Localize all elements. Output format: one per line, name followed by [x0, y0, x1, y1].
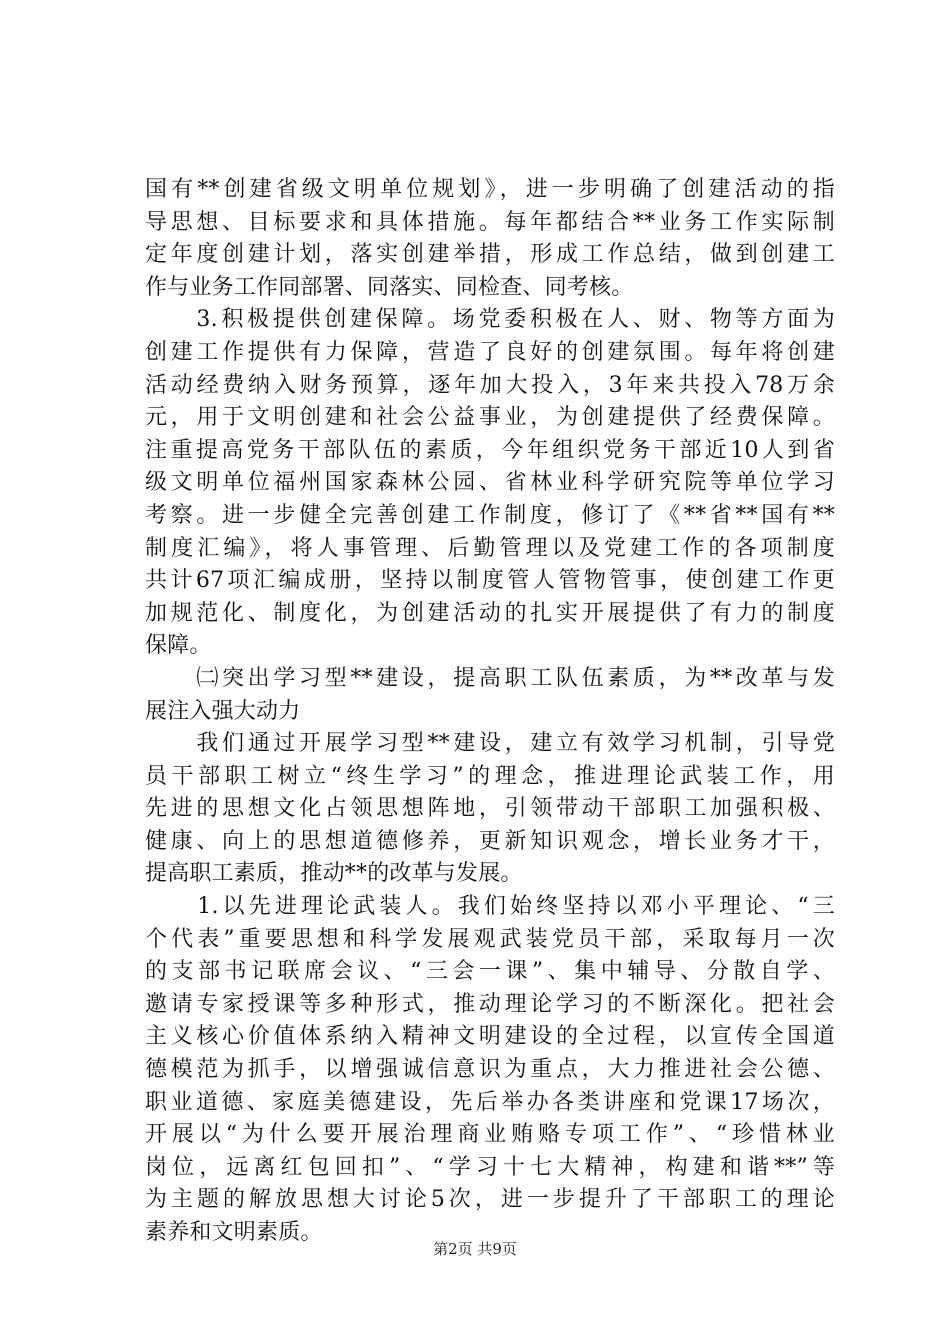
text-line: 保障。 — [145, 633, 212, 659]
text-line: 健康、向上的思想道德修养，更新知识观念，增长业务才干， — [145, 828, 835, 854]
text-line: 定年度创建计划，落实创建举措，形成工作总结，做到创建工 — [145, 242, 835, 268]
text-line: ㈡突出学习型**建设，提高职工队伍素质，为**改革与发 — [145, 665, 835, 691]
text-line: 开展以“为什么要开展治理商业贿赂专项工作”、“珍惜林业 — [145, 1122, 835, 1148]
text-line: 员干部职工树立“终生学习”的理念，推进理论武装工作，用 — [145, 763, 835, 789]
text-line: 制度汇编》，将人事管理、后勤管理以及党建工作的各项制度 — [145, 535, 835, 561]
text-line: 加规范化、制度化，为创建活动的扎实开展提供了有力的制度 — [145, 600, 835, 626]
text-line: 活动经费纳入财务预算，逐年加大投入，3年来共投入78万余 — [145, 372, 835, 398]
text-line: 为主题的解放思想大讨论5次，进一步提升了干部职工的理论 — [145, 1187, 835, 1213]
text-line: 导思想、目标要求和具体措施。每年都结合**业务工作实际制 — [145, 209, 835, 235]
text-line: 邀请专家授课等多种形式，推动理论学习的不断深化。把社会 — [145, 991, 835, 1017]
text-line: 共计67项汇编成册，坚持以制度管人管物管事，使创建工作更 — [145, 568, 835, 594]
text-line: 展注入强大动力 — [145, 698, 301, 724]
text-line: 职业道德、家庭美德建设，先后举办各类讲座和党课17场次， — [145, 1089, 835, 1115]
page-footer: 第2页 共9页 — [433, 1240, 517, 1258]
document-body — [145, 174, 835, 1250]
text-line: 德模范为抓手，以增强诚信意识为重点，大力推进社会公德、 — [145, 1057, 835, 1083]
text-line: 元，用于文明创建和社会公益事业，为创建提供了经费保障。 — [145, 405, 835, 431]
text-line: 作与业务工作同部署、同落实、同检查、同考核。 — [145, 274, 634, 300]
text-line: 3.积极提供创建保障。场党委积极在人、财、物等方面为 — [145, 307, 835, 333]
text-line: 级文明单位福州国家森林公园、省林业科学研究院等单位学习 — [145, 470, 835, 496]
text-line: 素养和文明素质。 — [145, 1220, 323, 1245]
text-line: 我们通过开展学习型**建设，建立有效学习机制，引导党 — [145, 731, 835, 757]
text-line: 创建工作提供有力保障，营造了良好的创建氛围。每年将创建 — [145, 339, 835, 365]
text-line: 国有**创建省级文明单位规划》，进一步明确了创建活动的指 — [145, 177, 835, 202]
text-line: 岗位，远离红包回扣”、“学习十七大精神，构建和谐**”等 — [145, 1154, 835, 1180]
text-line: 个代表”重要思想和科学发展观武装党员干部，采取每月一次 — [145, 926, 835, 952]
text-line: 提高职工素质，推动**的改革与发展。 — [145, 861, 523, 887]
text-line: 先进的思想文化占领思想阵地，引领带动干部职工加强积极、 — [145, 796, 835, 822]
text-line: 主义核心价值体系纳入精神文明建设的全过程，以宣传全国道 — [145, 1024, 835, 1050]
text-line: 考察。进一步健全完善创建工作制度，修订了《**省**国有** — [145, 502, 835, 528]
text-line: 注重提高党务干部队伍的素质，今年组织党务干部近10人到省 — [145, 437, 835, 463]
text-line: 的支部书记联席会议、“三会一课”、集中辅导、分散自学、 — [145, 959, 835, 985]
text-line: 1.以先进理论武装人。我们始终坚持以邓小平理论、“三 — [145, 894, 835, 920]
